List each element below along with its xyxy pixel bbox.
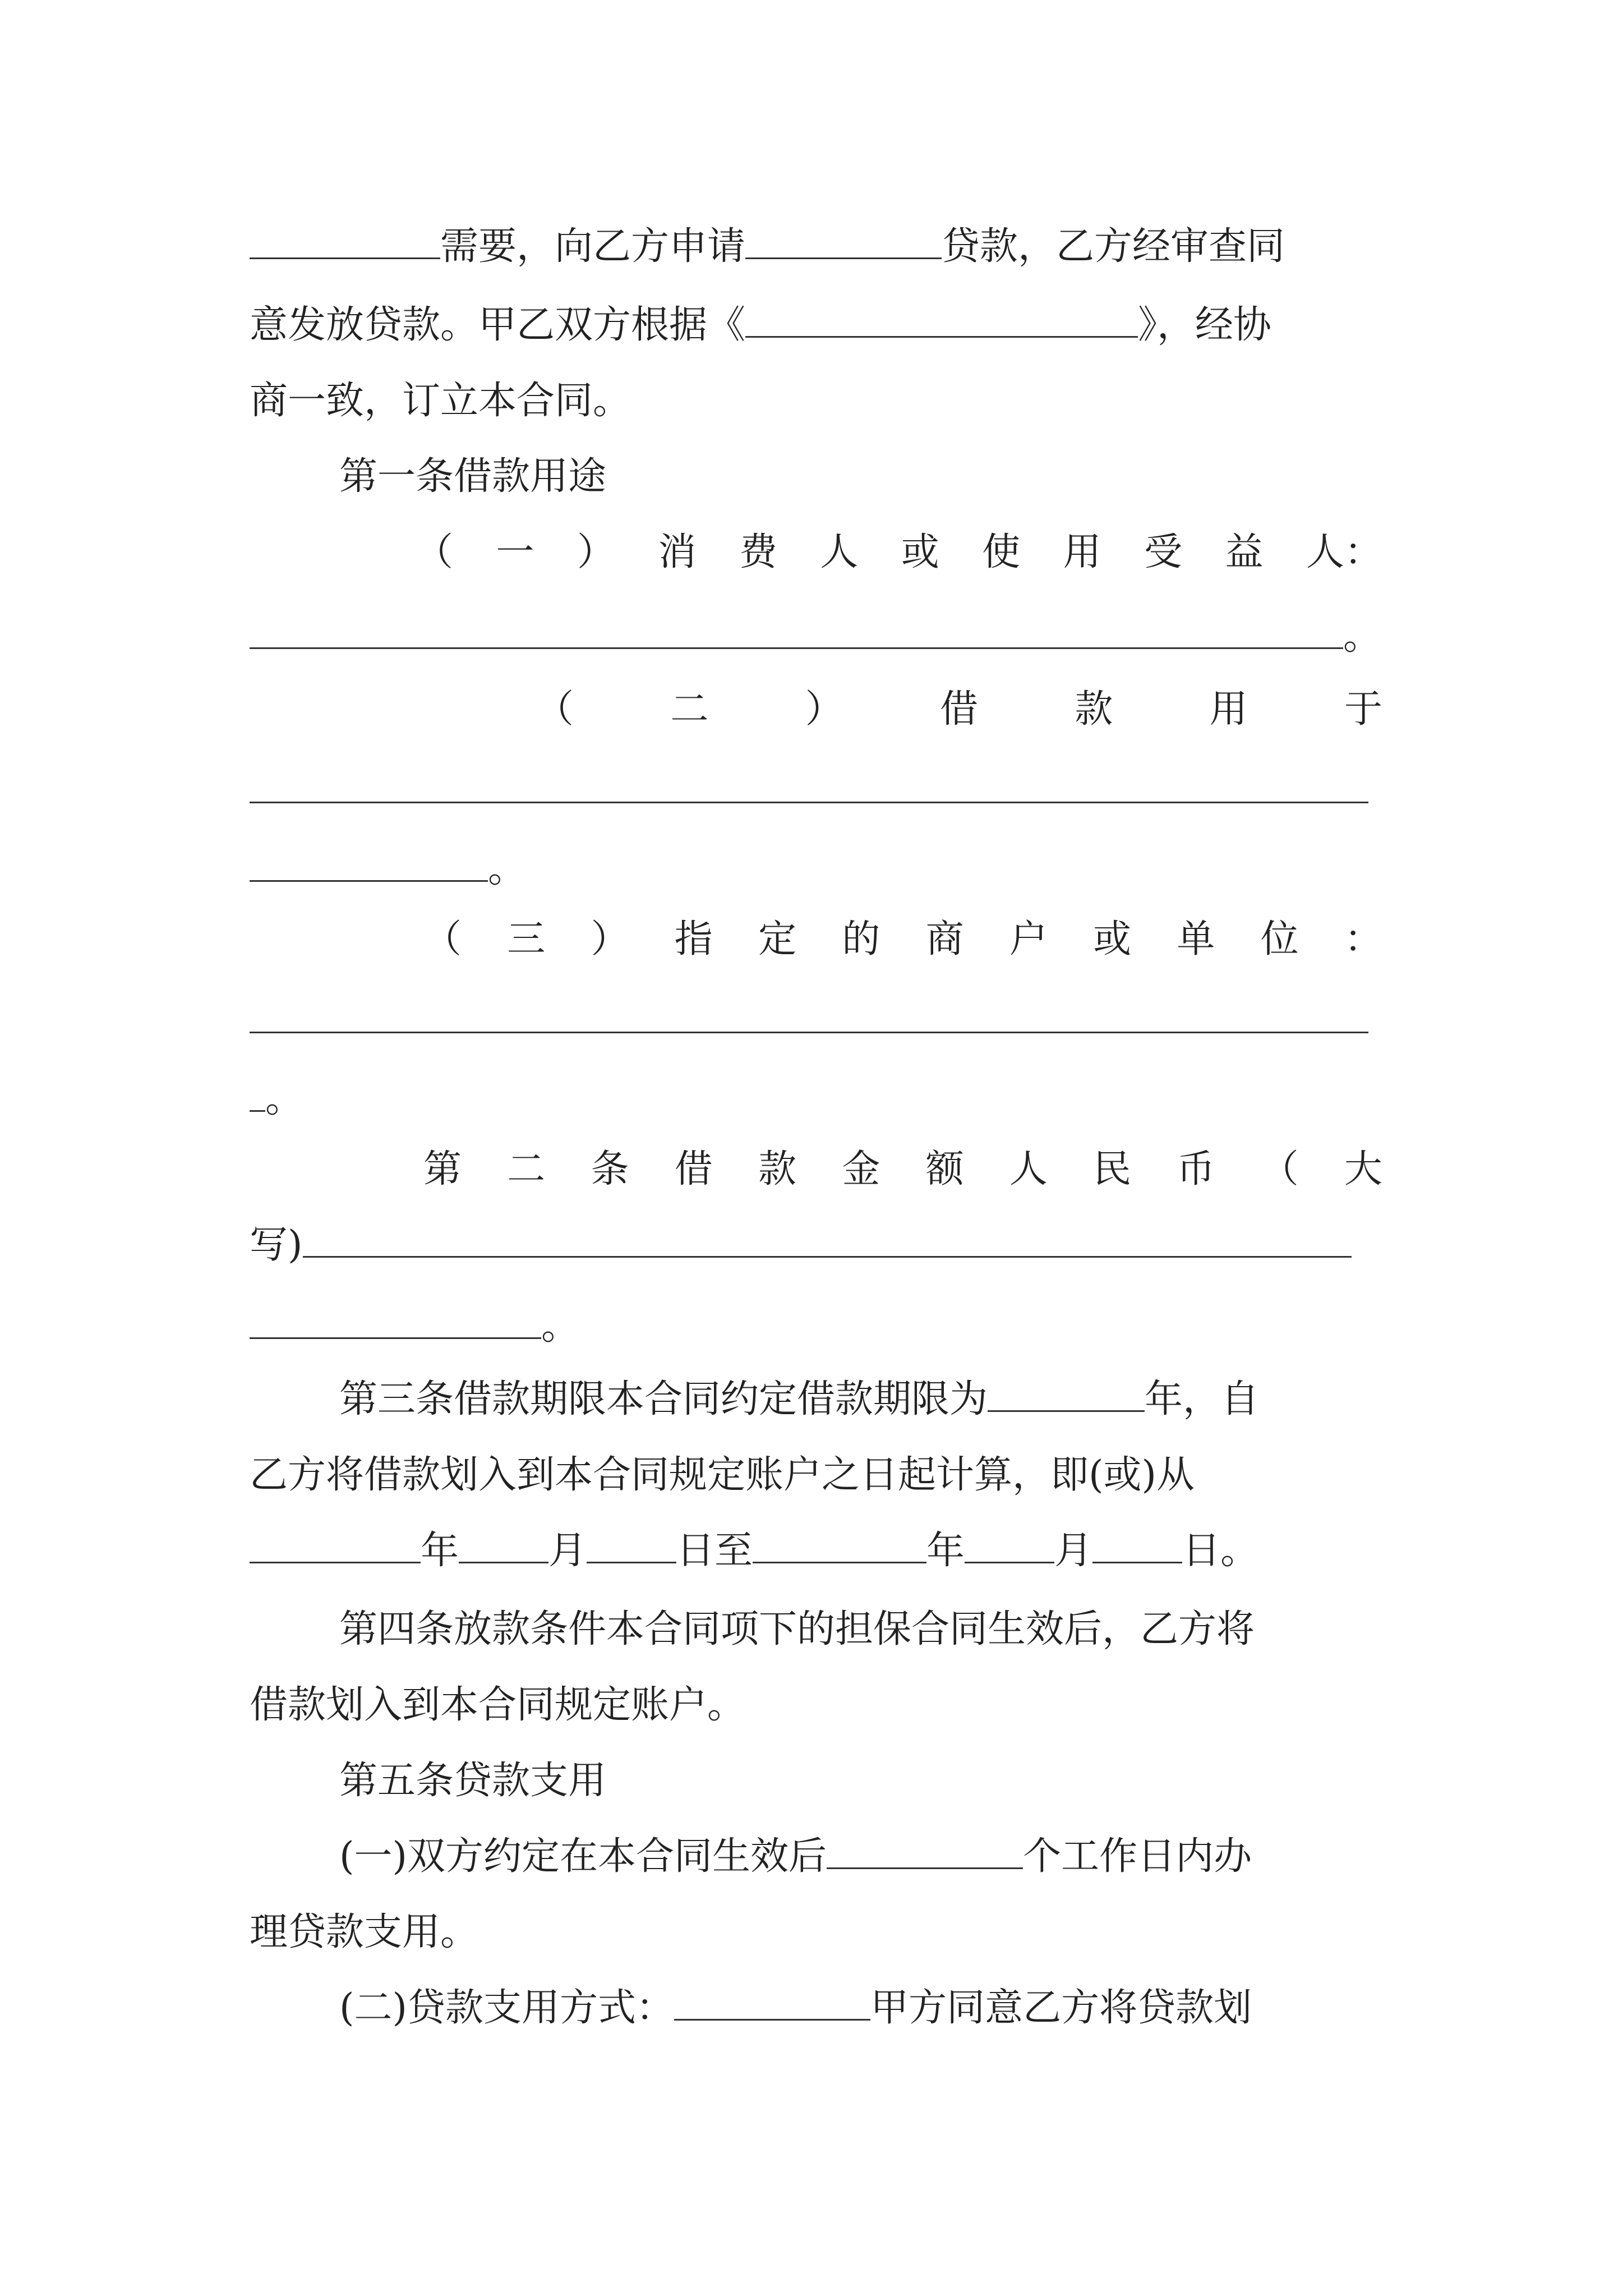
text: 写) — [250, 1223, 303, 1267]
text: 甲方同意乙方将贷款划 — [870, 1986, 1252, 2030]
text: 第五条贷款支用 — [339, 1759, 607, 1803]
text: (一)双方约定在本合同生效后 — [339, 1834, 827, 1879]
char: 人 — [1009, 1147, 1048, 1191]
blank-merchant-1[interactable] — [250, 1031, 1368, 1033]
blank-amount-1[interactable] — [303, 1255, 1352, 1258]
article-1-item-1-blank-line — [250, 595, 1382, 679]
char: 第 — [423, 1147, 462, 1191]
text: 日至 — [676, 1529, 753, 1573]
char: 额 — [925, 1147, 964, 1191]
char: 三 — [507, 917, 546, 961]
char: 位 — [1260, 917, 1299, 961]
char: （ — [423, 917, 462, 961]
char: （ — [415, 530, 454, 574]
char: 单 — [1177, 917, 1215, 961]
char: 定 — [758, 917, 797, 961]
char: ： — [1344, 917, 1382, 961]
article-4-line-2 — [250, 1663, 1382, 1747]
char: 款 — [1075, 687, 1113, 731]
text: 第四条放款条件本合同项下的担保合同生效后，乙方将 — [339, 1607, 1255, 1651]
text: 年 — [926, 1529, 965, 1573]
text: 年 — [421, 1529, 459, 1573]
char: 大 — [1344, 1147, 1382, 1191]
text: 商一致，订立本合同。 — [250, 379, 631, 423]
char: 金 — [842, 1147, 880, 1191]
char: 用 — [1063, 530, 1101, 574]
char: 益 — [1225, 530, 1264, 574]
text: 借款划入到本合同规定账户。 — [250, 1683, 746, 1727]
text: 。 — [265, 1077, 304, 1121]
article-5-heading — [339, 1739, 1382, 1823]
article-2-line-3 — [250, 1285, 1382, 1369]
char: 的 — [842, 917, 880, 961]
text: 》，经协 — [1138, 303, 1272, 347]
blank-usage-2[interactable] — [250, 880, 488, 882]
blank-end-month[interactable] — [965, 1561, 1054, 1563]
char: 或 — [901, 530, 939, 574]
blank-term-years[interactable] — [988, 1410, 1145, 1412]
text: 贷款，乙方经审查同 — [942, 224, 1285, 269]
blank-loan-type[interactable] — [745, 257, 942, 259]
article-3-line-2 — [250, 1433, 1382, 1517]
article-1-item-3 — [423, 898, 1382, 982]
char: ） — [577, 530, 615, 574]
char: 于 — [1344, 687, 1382, 731]
article-3-line-3 — [250, 1509, 1382, 1593]
char: 使 — [982, 530, 1021, 574]
blank-usage-1[interactable] — [250, 801, 1368, 803]
text: 年，自 — [1145, 1377, 1260, 1421]
char: 条 — [591, 1147, 629, 1191]
intro-line-1 — [250, 205, 1382, 289]
blank-beneficiary[interactable] — [250, 647, 1343, 649]
text: (二)贷款支用方式： — [339, 1986, 675, 2030]
article-4-line-1 — [339, 1588, 1382, 1672]
text: 理贷款支用。 — [250, 1910, 479, 1954]
char: 费 — [739, 530, 777, 574]
article-1-item-3-blank-line — [250, 979, 1382, 1063]
article-5-item-1 — [339, 1815, 1382, 1899]
char: 民 — [1093, 1147, 1132, 1191]
text: 。 — [488, 847, 527, 891]
article-1-item-1 — [415, 510, 1382, 595]
char: 人： — [1306, 530, 1382, 574]
char: 消 — [658, 530, 697, 574]
char: 二 — [670, 687, 709, 731]
char: 用 — [1209, 687, 1248, 731]
char: 受 — [1144, 530, 1183, 574]
text: 个工作日内办 — [1023, 1834, 1252, 1879]
blank-end-day[interactable] — [1092, 1561, 1182, 1563]
char: 借 — [939, 687, 978, 731]
char: 户 — [1009, 917, 1048, 961]
article-5-item-2 — [339, 1966, 1382, 2050]
char: 一 — [496, 530, 534, 574]
article-5-item-1-line-2 — [250, 1890, 1382, 1975]
blank-amount-2[interactable] — [250, 1337, 541, 1339]
text: 。 — [1343, 614, 1382, 659]
char: 或 — [1093, 917, 1132, 961]
article-2-heading — [423, 1128, 1382, 1212]
text: 月 — [1054, 1529, 1093, 1573]
text: 乙方将借款划入到本合同规定账户之日起计算，即(或)从 — [250, 1453, 1195, 1497]
text: 月 — [548, 1529, 587, 1573]
text: 意发放贷款。甲乙双方根据《 — [250, 303, 746, 347]
char: 二 — [507, 1147, 546, 1191]
char: 指 — [674, 917, 713, 961]
char: （ — [536, 687, 574, 731]
text: 需要，向乙方申请 — [440, 224, 746, 269]
blank-start-year[interactable] — [250, 1561, 421, 1563]
text: 日。 — [1182, 1529, 1259, 1573]
article-3-line-1 — [339, 1358, 1382, 1442]
blank-start-month[interactable] — [459, 1561, 548, 1563]
text: 第一条借款用途 — [339, 454, 607, 499]
char: 人 — [820, 530, 859, 574]
article-1-heading — [339, 435, 1382, 519]
char: 款 — [758, 1147, 797, 1191]
char: 借 — [674, 1147, 713, 1191]
article-2-line-2 — [250, 1203, 1382, 1287]
char: ） — [591, 917, 629, 961]
char: 币 — [1177, 1147, 1215, 1191]
article-1-item-2 — [536, 668, 1382, 752]
char: ） — [805, 687, 843, 731]
intro-line-2 — [250, 283, 1382, 367]
blank-disbursement-method[interactable] — [674, 2018, 870, 2021]
blank-workdays[interactable] — [827, 1867, 1023, 1869]
article-1-item-2-blank-line — [250, 749, 1382, 833]
blank-basis[interactable] — [745, 335, 1138, 338]
text: 第三条借款期限本合同约定借款期限为 — [339, 1377, 988, 1421]
intro-line-3 — [250, 359, 1382, 443]
blank-merchant-2[interactable] — [250, 1110, 265, 1112]
blank-purpose[interactable] — [250, 257, 440, 259]
blank-end-year[interactable] — [753, 1561, 926, 1563]
char: （ — [1260, 1147, 1299, 1191]
blank-start-day[interactable] — [587, 1561, 676, 1563]
text: 。 — [541, 1304, 580, 1349]
char: 商 — [925, 917, 964, 961]
